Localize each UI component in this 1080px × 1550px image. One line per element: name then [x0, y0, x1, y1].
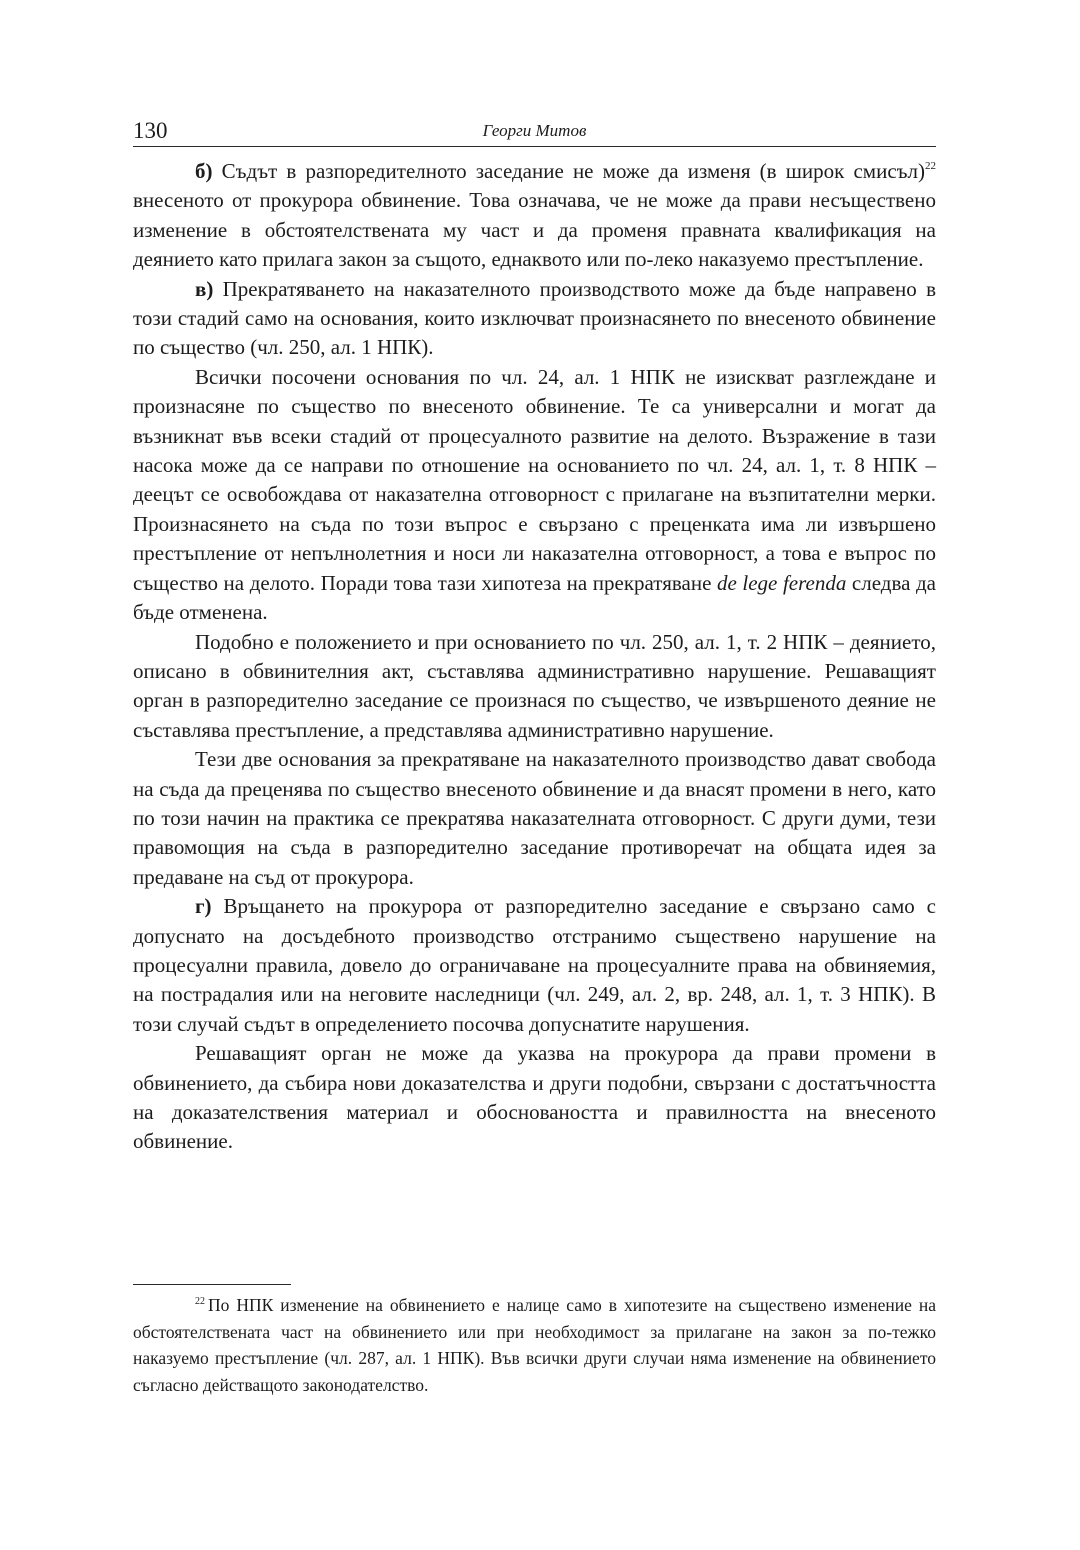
paragraph: Всички посочени основания по чл. 24, ал. 1 НПК не изискват разглеждане и произнасяне по същество по внесеното обвинение. Те са универсални и могат да възникнат във всеки стадий от процесуалното развитие на делото. Възражение в тази насока може да се направи по отношение на основанието по чл. 24, ал. 1, т. 8 НПК – деецът се освобождава от наказателна отговорност с прилагане на възпитателни мерки. Произнасянето на съда по този въпрос е свързано с преценката има ли извършено престъпление от непълнолетния и носи ли наказателна отговорност, а това е въпрос по същество на делото. Поради това тази хипотеза на прекратяване de lege ferenda следва да бъде отменена.: [133, 364, 936, 625]
paragraph-g: г) Връщането на прокурора от разпоредително заседание е свързано само с допуснато на досъдебното производство отстранимо съществено нарушение на процесуални правила, довело до ограничаване на процесуалните права на обвиняемия, на пострадалия или на неговите наследници (чл. 249, ал. 2, вр. 248, ал. 1, т. 3 НПК). В този случай съдът в определението посочва допуснатите нарушения.: [133, 894, 936, 1036]
latin-phrase: de lege ferenda: [716, 570, 847, 595]
footnotes: [133, 1292, 936, 1398]
paragraph: Подобно е положението и при основанието по чл. 250, ал. 1, т. 2 НПК – деянието, описано в обвинителния акт, съставлява административно нарушение. Решаващият орган в разпоредително заседание се произнася по същество, че извършеното деяние не съставлява престъпление, а представлява административно нарушение.: [133, 629, 936, 742]
footnote-separator: [133, 1284, 291, 1285]
paragraph-label: б): [195, 159, 213, 183]
paragraph: Решаващият орган не може да указва на прокурора да прави промени в обвинението, да събира нови доказателства и други подобни, свързани с достатъчността на доказателствения материал и обосноваността и правилността на внесеното обвинение.: [133, 1041, 936, 1154]
paragraph-label: г): [195, 894, 212, 919]
footnote-reference[interactable]: 22: [925, 160, 936, 172]
paragraph-b: б) Съдът в разпоредителното заседание не може да изменя (в широк смисъл)$^{22}$ внесеното от прокурора обвинение. Това означава, че не може да прави несъществено изменение в обстоятелствената му част и да променя правната квалификация на деянието като прилага закон за същото, еднаквото или по-леко наказуемо престъпление.: [133, 159, 936, 272]
footnote-text: По НПК изменение на обвинението е налице само в хипотезите на съществено изменение на обстоятелствената част на обвинението или при необходимост за прилагане на закон за по-тежко наказуемо престъпление (чл. 287, ал. 1 НПК). Във всички други случаи няма изменение на обвинението съгласно действащото законодателство.: [133, 1295, 936, 1395]
paragraph-label: в): [195, 276, 214, 301]
paragraph-v: в) Прекратяването на наказателното производството може да бъде направено в този стадий само на основания, които изключват произнасянето по внесеното обвинение по същество (чл. 250, ал. 1 НПК).: [133, 276, 936, 360]
page-number: 130: [133, 118, 168, 143]
running-head-author: Георги Митов: [482, 121, 587, 140]
footnote-22: [133, 1292, 936, 1398]
page-header: [133, 116, 936, 147]
paragraph: Тези две основания за прекратяване на наказателното производство дават свобода на съда да преценява по същество внесеното обвинение и да внасят промени в него, като по този начин на практика се прекратява наказателната отговорност. С други думи, тези правомощия на съда в разпоредително заседание противоречат на общата идея за предаване на съд от прокурора.: [133, 747, 936, 889]
body-text: [133, 157, 936, 1157]
footnote-number: 22: [195, 1296, 205, 1307]
